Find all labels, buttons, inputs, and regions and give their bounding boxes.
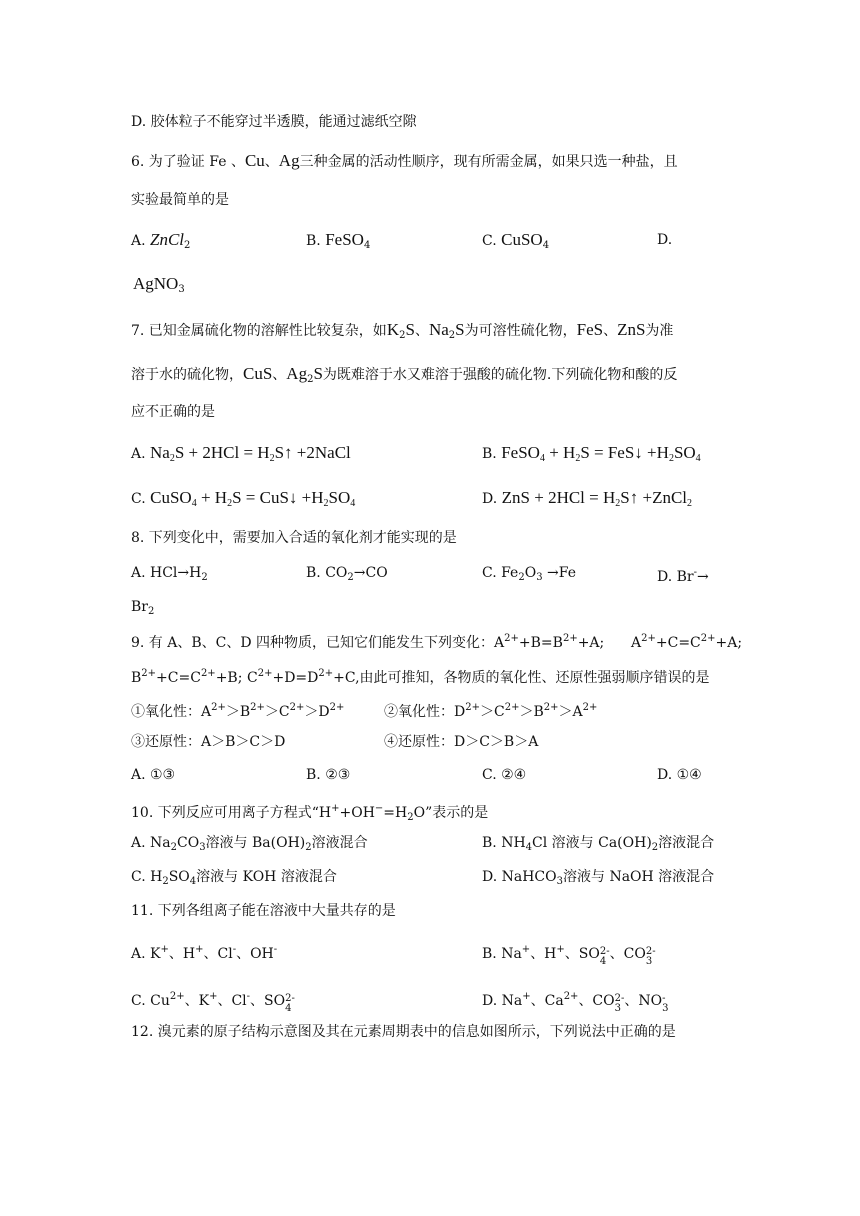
q9-option-a: A. ①③ — [131, 767, 176, 783]
q8-option-a: A. $HCl\to H_2$ — [131, 565, 208, 583]
q9-stem-line1: 9. 有 A、B、C、D 四种物质，已知它们能发生下列变化：$A^{2+}+B=B^{2+}+A$; — [131, 633, 605, 651]
q7-stem-line1: 7. 已知金属硫化物的溶解性比较复杂，如$K_2S$、$Na_2S$为可溶性硫化物，FeS、ZnS为准 — [131, 320, 674, 341]
q12-stem: 12. 溴元素的原子结构示意图及其在元素周期表中的信息如图所示，下列说法中正确的是 — [131, 1024, 676, 1040]
q10-stem: 10. 下列反应可用离子方程式“$H^++OH^-=H_2O$”表示的是 — [131, 803, 489, 823]
q7-option-d: D. ZnS + $2HCl = H_2S↑$ +ZnCl$_2$ — [482, 488, 693, 509]
q5-option-d: D. 胶体粒子不能穿过半透膜，能通过滤纸空隙 — [131, 114, 417, 130]
q11-option-a: A. K+、H+、Cl-、OH- — [131, 944, 278, 962]
q8-stem: 8. 下列变化中，需要加入合适的氧化剂才能实现的是 — [131, 530, 457, 546]
q9-stem-line2-eq4: $C^{2+}+D=D^{2+}+C$,由此可推知，各物质的氧化性、还原性强弱顺序错误的是 — [247, 668, 710, 686]
q10-option-b: B. $NH_4Cl$ 溶液与 $Ca(OH)_2$溶液混合 — [482, 835, 715, 853]
q11-option-d: D. Na+、$Ca^{2+}$、CO 2- 3 、NO - 3 — [482, 991, 669, 1014]
q9-option-c: C. ②④ — [482, 767, 527, 783]
q9-statement-3: ③还原性：A＞B＞C＞D — [131, 734, 286, 750]
q7-option-a: A. $Na_2S + 2HCl$ = $H_2S↑$ +2NaCl — [131, 443, 351, 464]
q7-option-b: B. FeSO$_4$ + $H_2S$ = FeS↓ $+H_2SO_4$ — [482, 443, 701, 464]
q10-option-a: A. $Na_2CO_3$溶液与 $Ba(OH)_2$溶液混合 — [131, 835, 368, 853]
q6-option-c: C. CuSO$_4$ — [482, 230, 550, 251]
q8-option-c: C. $Fe_2O_3 \to Fe$ — [482, 565, 577, 583]
q7-option-c: C. CuSO$_4$ + $H_2S$ = CuS↓ $+H_2SO_4$ — [131, 488, 356, 509]
q6-option-b: B. FeSO$_4$ — [306, 230, 371, 251]
q9-statement-1: ①氧化性：$A^{2+}>B^{2+}>C^{2+}>D^{2+}$ — [131, 702, 345, 720]
q9-option-d: D. ①④ — [657, 767, 702, 783]
q9-statement-2: ②氧化性：$D^{2+}>C^{2+}>B^{2+}>A^{2+}$ — [384, 702, 598, 720]
q8-option-d-cont: $Br_2$ — [131, 599, 155, 617]
q9-stem-line2: $B^{2+}+C=C^{2+}+B$; — [131, 668, 243, 686]
q10-option-c: C. $H_2SO_4$溶液与 KOH 溶液混合 — [131, 869, 337, 887]
q8-option-d: D. Br-→ — [657, 567, 709, 585]
q6-stem-line2: 实验最简单的是 — [131, 192, 229, 208]
q7-stem-line2: 溶于水的硫化物，CuS、$Ag_2S$为既难溶于水又难溶于强酸的硫化物.下列硫化物和酸的反 — [131, 364, 678, 385]
q6-option-a: A. ZnCl$_2$ — [131, 230, 191, 251]
q6-option-d: D. — [657, 232, 673, 248]
q11-option-b: B. Na+、H+、SO 2- 4 、CO 2- 3 — [482, 944, 656, 967]
q6-option-d-value: AgNO$_3$ — [133, 274, 185, 295]
q11-stem: 11. 下列各组离子能在溶液中大量共存的是 — [131, 903, 396, 919]
q11-option-c: C. $Cu^{2+}$、K+、Cl-、SO 2- 4 — [131, 991, 295, 1014]
q10-option-d: D. NaHCO$_3$溶液与 NaOH 溶液混合 — [482, 869, 715, 887]
q9-stem-line1-eq2: $A^{2+}+C=C^{2+}+A$; — [631, 633, 743, 651]
q8-option-b: B. $CO_2\to CO$ — [306, 565, 388, 583]
q9-statement-4: ④还原性：D＞C＞B＞A — [384, 734, 539, 750]
q9-option-b: B. ②③ — [306, 767, 351, 783]
q6-stem-line1: 6. 为了验证 Fe 、Cu、Ag三种金属的活动性顺序，现有所需金属，如果只选一种盐，且 — [131, 151, 678, 170]
q7-stem-line3: 应不正确的是 — [131, 404, 215, 420]
